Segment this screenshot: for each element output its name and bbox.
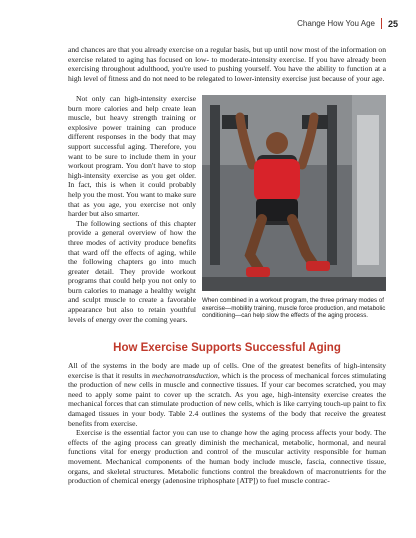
left-paragraph-2: The following sections of this chapter provide a general overview of how the three modes of activity produce benefits that ward off the effects of aging, while the following chapters go into much greater detail. They provide workout programs that could help you not only to burn calories to manage a healthy weight and sculpt muscle to create a favorable appearance but also to retain youthful levels of energy over the coming years. [68,218,196,324]
header-divider [381,18,382,29]
left-column-text [68,94,196,324]
section-paragraph-1 [68,361,386,428]
section-paragraph-2: Exercise is the essential factor you can use to change how the aging process affects your body. The effects of the aging process can greatly diminish the mechanical, metabolic, hormonal, and neural functions vital for energy production and control of the muscular activity responsible for human movement. Mechanical components of the human body include muscle, fascia, connective tissue, organs, and skeletal structures. Metabolic functions control the breakdown of macronutrients for the production of chemical energy (adenosine triphosphate [ATP]) to fuel muscle contrac- [68,428,386,486]
section-paragraph-1-part-b: , which is the process of mechanical forces stimulating the production of new cells in muscle and connective tissues. If your car becomes scratched, you may need to apply some paint to cover up the scratch. As you age, high-intensity exercise creates the mechanical forces that can stimulate production of new cells, which is like carrying touch-up paint to fix damaged tissues in your body. Table 2.4 outlines the systems of the body that receive the greatest benefits from exercise. [68,370,386,428]
mechanotransduction-term: mechanotransduction [152,370,218,380]
section-heading: How Exercise Supports Successful Aging [113,342,341,354]
figure-caption: When combined in a workout program, the three primary modes of exercise—mobility training, muscle force production, and metabolic conditioning—can help slow the effects of the aging process. [202,297,386,320]
running-header [297,18,398,29]
intro-paragraph: and chances are that you already exercise on a regular basis, but up until now most of the information on exercise related to aging has focused on low- to moderate-intensity exercise. If you have already been exercising throughout adulthood, you're used to pushing yourself. You have the ability to function at a high level of fitness and do not need to be relegated to lower-intensity exercise just because of your age. [68,45,386,83]
section-paragraph-1-part-a: All of the systems in the body are made up of cells. One of the greatest benefits of high-intensity exercise is that it results in [68,361,386,380]
gym-photo-illustration [202,95,386,291]
section-body [68,361,386,486]
exercise-photo [202,95,386,291]
left-paragraph-1: Not only can high-intensity exercise burn more calories and help create lean muscle, but heavy strength training or explosive power training can produce different responses in the body that may support successful aging. Therefore, you want to be sure to include them in your workout program. You don't have to stop high-intensity exercise as you get older. In fact, this is when it could probably help you the most. You want to make sure that as you age, you exercise not only harder but also smarter. [68,94,196,219]
page-number: 25 [387,18,398,29]
chapter-title: Change How You Age [297,19,375,28]
intro-paragraph-block [68,45,386,83]
